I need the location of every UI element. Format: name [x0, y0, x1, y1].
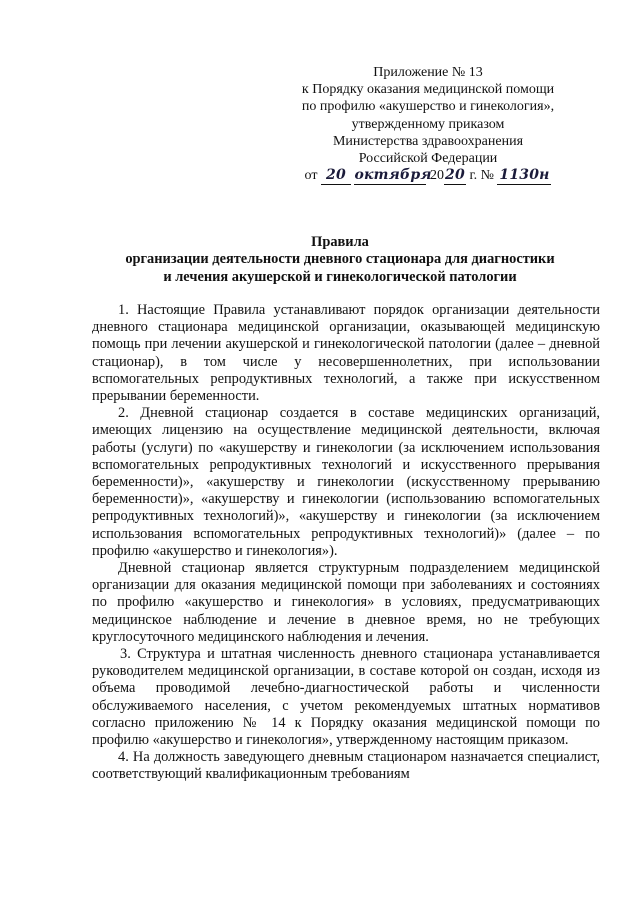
- paragraph-1: 1. Настоящие Правила устанавливают порядок организации деятельности дневного стационара медицинской организации, оказывающей медицинскую помощь при лечении акушерской и гинекологической патологии (далее – дневной стационар), в том числе у несовершеннолетних, при использовании вспомогательных репродуктивных технологий, а также при искусственном прерывании беременности.: [92, 302, 600, 405]
- appendix-number: Приложение № 13: [373, 65, 483, 80]
- year-prefix: 20: [429, 168, 444, 184]
- appendix-header: [278, 64, 578, 185]
- document-body: [92, 302, 600, 784]
- paragraph-2-cont: Дневной стационар является структурным подразделением медицинской организации для оказания медицинской помощи при заболеваниях и состояниях по профилю «акушерство и гинекология» в условиях, предусматривающих медицинское наблюдение и лечение в дневное время, но не требующих круглосуточного медицинского наблюдения и лечения.: [92, 560, 600, 645]
- order-number-label: г. №: [469, 168, 494, 184]
- title-subline: и лечения акушерской и гинекологической патологии: [163, 268, 517, 285]
- appendix-ref-line: Министерства здравоохранения: [332, 133, 524, 149]
- paragraph-2: 2. Дневной стационар создается в составе медицинских организаций, имеющих лицензию на осуществление медицинской деятельности, включая работы (услуги) по «акушерству и гинекологии (за исключением использования вспомогательных репродуктивных технологий и искусственного прерывания беременности)», «акушерству и гинекологии (искусственному прерыванию беременности)», «акушерству и гинекологии (использованию вспомогательных репродуктивных технологий)», «акушерству и гинекологии (за исключением использования вспомогательных репродуктивных технологий)» (далее – по профилю «акушерство и гинекология»).: [92, 405, 600, 559]
- title-subline: организации деятельности дневного стационара для диагностики: [125, 251, 555, 268]
- appendix-ref-line: по профилю «акушерство и гинекология»,: [301, 99, 555, 115]
- handwritten-order-number: 1130н: [497, 167, 551, 185]
- document-title: [60, 234, 620, 286]
- paragraph-4: 4. На должность заведующего дневным стационаром назначается специалист, соответствующий квалификационным требованиям: [92, 749, 600, 783]
- handwritten-year: 20: [444, 167, 466, 185]
- handwritten-month: октября: [354, 167, 426, 185]
- handwritten-day: 20: [321, 167, 351, 185]
- appendix-ref-line: к Порядку оказания медицинской помощи: [301, 82, 555, 98]
- paragraph-3: 3. Структура и штатная численность дневного стационара устанавливается руководителем медицинской организации, в составе которой он создан, исходя из объема проводимой лечебно-диагностической работы и численности обслуживаемого населения, с учетом рекомендуемых штатных нормативов согласно приложению № 14 к Порядку оказания медицинской помощи по профилю «акушерство и гинекология», утвержденному настоящим приказом.: [92, 646, 600, 749]
- appendix-ref-line: утвержденному приказом: [351, 116, 505, 132]
- order-date-line: [278, 167, 578, 185]
- date-prefix: от: [304, 168, 318, 184]
- appendix-ref-line: Российской Федерации: [358, 151, 498, 167]
- title-heading: Правила: [311, 234, 369, 250]
